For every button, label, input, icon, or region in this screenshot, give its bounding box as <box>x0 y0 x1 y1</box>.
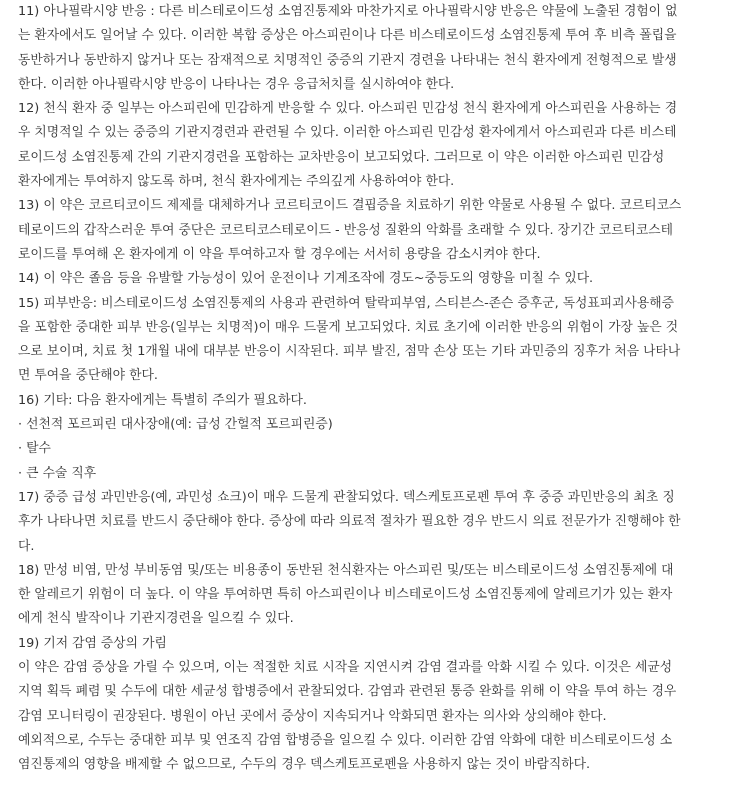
text-line: 한 알레르기 위험이 더 높다. 이 약을 투여하면 특히 아스피린이나 비스테로이드성 소염진통제에 알레르기가 있는 환자 <box>18 587 673 603</box>
text-line: 예외적으로, 수두는 중대한 피부 및 연조직 감염 합병증을 일으킬 수 있다. 이러한 감염 악화에 대한 비스테로이드성 소 <box>18 732 673 748</box>
text-line: 우 치명적일 수 있는 중증의 기관지경련과 관련될 수 있다. 이러한 아스피린 민감성 환자에게서 아스피린과 다른 비스테 <box>18 125 677 141</box>
text-line: 이 약은 감염 증상을 가릴 수 있으며, 이는 적절한 치료 시작을 지연시켜 감염 결과를 악화 시킬 수 있다. 이것은 세균성 <box>18 660 673 676</box>
text-line: 지역 획득 폐렴 및 수두에 대한 세균성 합병증에서 관찰되었다. 감염과 관련된 통증 완화를 위해 이 약을 투여 하는 경우 <box>18 684 677 700</box>
text-line: 로이드를 투여해 온 환자에게 이 약을 투여하고자 할 경우에는 서서히 용량을 감소시켜야 한다. <box>18 246 541 262</box>
text-line: 에게 천식 발작이나 기관지경련을 일으킬 수 있다. <box>18 611 294 627</box>
text-line: 면 투여을 중단해야 한다. <box>18 368 158 384</box>
text-line: 환자에게는 투여하지 않도록 하며, 천식 환자에게는 주의깊게 사용하여야 한다. <box>18 174 455 190</box>
text-line: · 선천적 포르피린 대사장애(예: 급성 간헐적 포르피린증) <box>18 417 333 433</box>
text-line: 후가 나타나면 치료를 반드시 중단해야 한다. 증상에 따라 의료적 절차가 필요한 경우 반드시 의료 전문가가 진행해야 한 <box>18 514 681 530</box>
text-line: 동반하거나 동반하지 않거나 또는 잠재적으로 치명적인 중증의 기관지 경련을 나타내는 천식 환자에게 전형적으로 발생 <box>18 52 677 68</box>
text-line: 14) 이 약은 졸음 등을 유발할 가능성이 있어 운전이나 기계조작에 경도~중등도의 영향을 미칠 수 있다. <box>18 271 594 287</box>
text-line: 다. <box>18 538 35 554</box>
text-line: 감염 모니터링이 권장된다. 병원이 아닌 곳에서 증상이 지속되거나 악화되면 환자는 의사와 상의해야 한다. <box>18 708 607 724</box>
text-line: 19) 기저 감염 증상의 가림 <box>18 635 167 651</box>
text-line: 13) 이 약은 코르티코이드 제제를 대체하거나 코르티코이드 결핍증을 치료하기 위한 약물로 사용될 수 없다. 코르티코스 <box>18 198 682 214</box>
text-line: 15) 피부반응: 비스테로이드성 소염진통제의 사용과 관련하여 탈락피부염, 스티븐스-존슨 증후군, 독성표피괴사용해증 <box>18 295 674 311</box>
text-line: 을 포함한 중대한 피부 반응(일부는 치명적)이 매우 드물게 보고되었다. 치료 초기에 이러한 반응의 위험이 가장 높은 것 <box>18 319 679 335</box>
text-line: 한다. 이러한 아나필락시양 반응이 나타나는 경우 응급처치를 실시하여야 한다. <box>18 76 455 92</box>
text-line: 12) 천식 환자 중 일부는 아스피린에 민감하게 반응할 수 있다. 아스피린 민감성 천식 환자에게 아스피린을 사용하는 경 <box>18 101 678 117</box>
text-line: 11) 아나필락시양 반응 : 다른 비스테로이드성 소염진통제와 마찬가지로 아나필락시양 반응은 약물에 노출된 경험이 없 <box>18 4 678 19</box>
text-line: 17) 중증 급성 과민반응(예, 과민성 쇼크)이 매우 드물게 관찰되었다. 덱스케토프로펜 투여 후 중증 과민반응의 최초 징 <box>18 489 675 505</box>
text-line: 으로 보이며, 치료 첫 1개월 내에 대부분 반응이 시작된다. 피부 발진, 점막 손상 또는 기타 과민증의 징후가 처음 나타나 <box>18 344 681 360</box>
text-line: 18) 만성 비염, 만성 부비동염 및/또는 비용종이 동반된 천식환자는 아스피린 및/또는 비스테로이드성 소염진통제에 대 <box>18 562 674 578</box>
text-line: · 탈수 <box>18 441 51 457</box>
text-line: 로이드성 소염진통제 간의 기관지경련을 포함하는 교차반응이 보고되었다. 그러므로 이 약은 이러한 아스피린 민감성 <box>18 149 665 165</box>
text-line: 염진통제의 영향을 배제할 수 없으므로, 수두의 경우 덱스케토프로펜을 사용하지 않는 것이 바람직하다. <box>18 757 591 773</box>
text-line: 는 환자에서도 일어날 수 있다. 이러한 복합 증상은 아스피린이나 다른 비스테로이드성 소염진통제 투여 후 비측 폴립을 <box>18 28 677 44</box>
text-line: · 큰 수술 직후 <box>18 465 97 481</box>
text-line: 테로이드의 갑작스러운 투여 중단은 코르티코스테로이드 - 반응성 질환의 악화를 초래할 수 있다. 장기간 코르티코스테 <box>18 222 673 238</box>
text-line: 16) 기타: 다음 환자에게는 특별히 주의가 필요하다. <box>18 392 307 408</box>
